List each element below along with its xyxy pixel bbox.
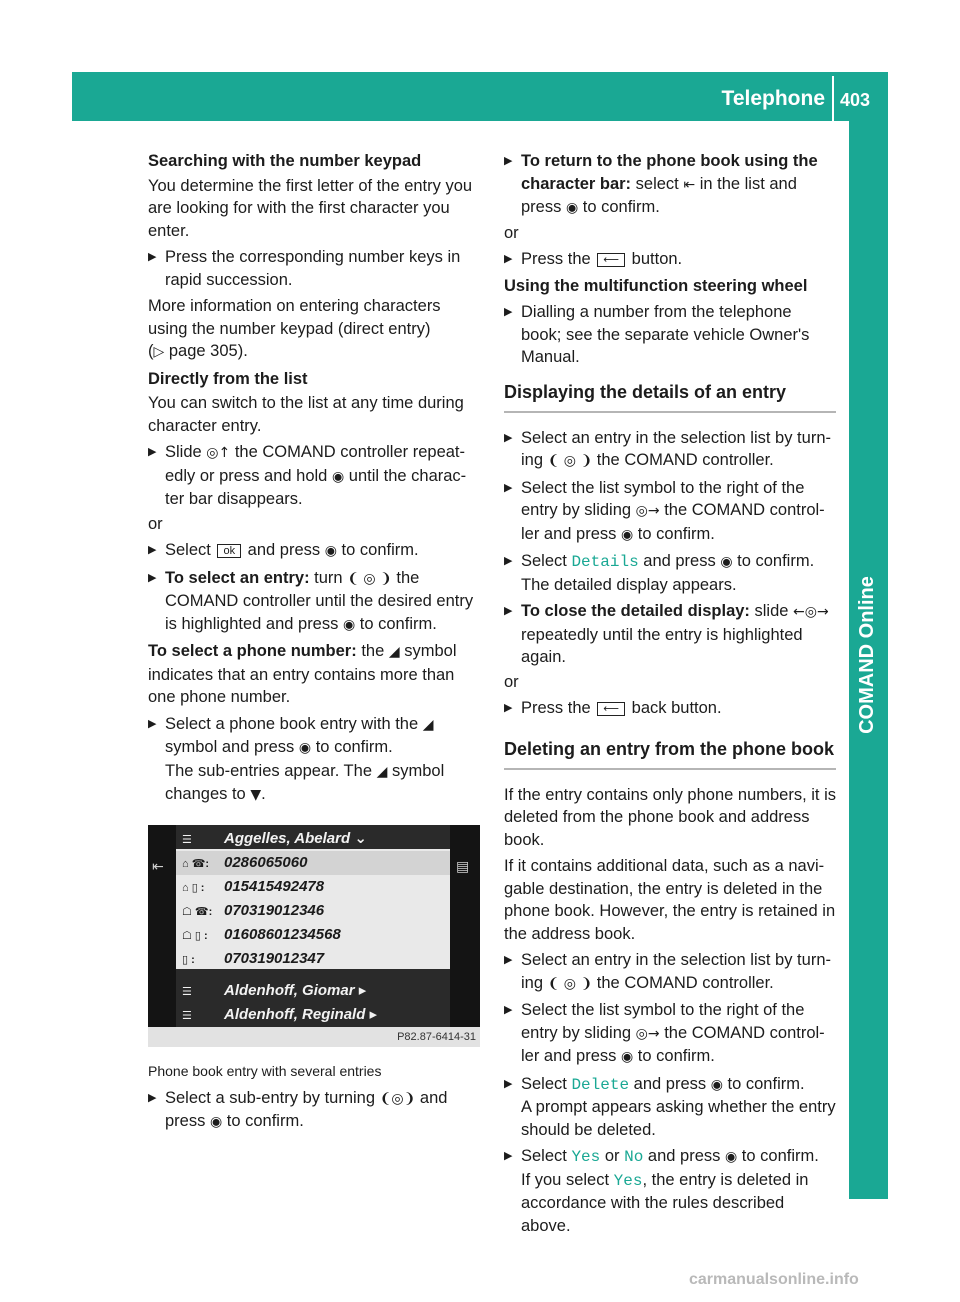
list-item[interactable] (176, 1003, 450, 1027)
back-button-icon: ⟵ (597, 702, 625, 716)
instruction-step: ▶ Press the ⟵ button. (504, 248, 836, 271)
step-arrow-icon: ▶ (148, 251, 157, 263)
instruction-step: ▶ Select the list symbol to the right of the entry by sliding ◎→ the COMAND control-ler and press ◉ to confirm. (504, 478, 825, 543)
step-arrow-icon: ▶ (504, 306, 513, 318)
instruction-step: ▶ Select the list symbol to the right of the entry by sliding ◎→ the COMAND control-ler and press ◉ to confirm. (504, 1001, 825, 1065)
step-arrow-icon: ▶ (148, 1091, 157, 1104)
list-item[interactable] (176, 851, 450, 875)
entry-type-icon: ☰ (182, 1009, 192, 1022)
section-title: Telephone (721, 87, 825, 110)
instruction-step: ▶ Select an entry in the selection list by turn-ing ❨ ◎ ❩ the COMAND controller. (504, 428, 831, 469)
controller-press-icon: ◉ (342, 616, 356, 633)
list-item-text: Aldenhoff, Giomar ▸ (224, 981, 367, 999)
step-arrow-icon: ▶ (504, 155, 513, 167)
details-menu-item: Details (571, 553, 639, 571)
yes-option: Yes (571, 1148, 601, 1166)
multiple-numbers-icon: ◢ (422, 716, 434, 733)
step-arrow-icon: ▶ (504, 702, 513, 714)
controller-press-icon: ◉ (724, 1149, 738, 1165)
back-button-icon: ⟵ (597, 253, 625, 267)
controller-press-icon: ◉ (720, 554, 733, 570)
list-item-text: 070319012347 (224, 949, 325, 967)
step-arrow-icon: ▶ (504, 1150, 513, 1162)
entry-type-icon: ⌂ ☎: (182, 857, 210, 870)
paragraph: More information on entering characters using the number keypad (direct entry) (▷ page 305). (148, 297, 441, 360)
phone-book-screenshot (148, 825, 480, 1047)
step-arrow-icon: ▶ (504, 954, 513, 966)
step-arrow-icon: ▶ (504, 431, 513, 444)
controller-press-icon: ◉ (298, 740, 312, 756)
heading-displaying-details: Displaying the details of an entry (504, 379, 836, 413)
yes-option: Yes (613, 1171, 643, 1190)
list-item-text: 015415492478 (224, 877, 325, 895)
list-item-text: Aldenhoff, Reginald ▸ (224, 1005, 378, 1023)
instruction-step: ▶ Press the ⟵ back button. (504, 697, 836, 720)
right-column (504, 150, 836, 1239)
instruction-step: ▶ Dialling a number from the telephone book; see the separate vehicle Owner's Manual. (504, 303, 810, 366)
instruction-step: ▶ Press the corresponding number keys in rapid succession. (148, 248, 461, 289)
figure-caption: Phone book entry with several entries (148, 1062, 382, 1079)
controller-slide-right-icon: ◎→ (635, 503, 660, 519)
paragraph: If the entry contains only phone numbers, it is deleted from the phone book and address book. (504, 785, 837, 849)
entry-type-icon: ☰ (182, 833, 192, 846)
entry-type-icon: ⌂ ▯ : (182, 881, 205, 894)
controller-press-icon: ◉ (209, 1114, 223, 1130)
entry-type-icon: ☖ ☎: (182, 905, 213, 918)
page-ref-icon: ▷ (153, 344, 165, 360)
controller-press-icon: ◉ (565, 200, 579, 216)
side-tab-marker (849, 889, 888, 928)
instruction-step: ▶ Select ok and press ◉ to confirm. (148, 539, 483, 563)
heading-deleting-entry: Deleting an entry from the phone book (504, 736, 836, 770)
header-separator (832, 76, 834, 121)
controller-press-icon: ◉ (620, 526, 634, 543)
step-arrow-icon: ▶ (504, 1077, 513, 1090)
list-item[interactable] (176, 875, 450, 899)
list-item-text: 0286065060 (224, 853, 308, 871)
list-item-text: 01608601234568 (224, 925, 341, 943)
paragraph: You can switch to the list at any time during character entry. (148, 394, 464, 435)
controller-slide-right-icon: ◎→ (635, 1025, 660, 1042)
controller-press-icon: ◉ (331, 468, 345, 485)
controller-slide-up-icon: ◎↑ (206, 445, 231, 461)
list-symbol-icon: ▤ (456, 857, 470, 874)
multiple-numbers-icon: ◢ (388, 644, 400, 660)
instruction-step: ▶ Select a phone book entry with the ◢ symbol and press ◉ to confirm. The sub-entries appear. The ◢ symbol changes to ▼. (148, 714, 445, 803)
step-arrow-icon: ▶ (148, 544, 157, 556)
back-icon: ⇤ (152, 857, 164, 874)
entry-type-icon: ☖ ▯ : (182, 929, 208, 942)
paragraph: If it contains additional data, such as a navi-gable destination, the entry is deleted in the phone book. However, the entry is retained in the address book. (504, 857, 836, 943)
step-arrow-icon: ▶ (148, 446, 157, 458)
list-item-text: 070319012346 (224, 901, 325, 919)
instruction-step: ▶ Slide ◎↑ the COMAND controller repeat-edly or press and hold ◉ until the charac-ter bar disappears. (148, 443, 467, 508)
heading-directly-from-list: Directly from the list (148, 369, 308, 388)
no-option: No (624, 1148, 644, 1166)
paragraph: To select a phone number: the ◢ symbol indicates that an entry contains more than one phone number. (148, 642, 457, 706)
controller-turn-icon: ❨ ◎ ❩ (547, 975, 593, 992)
step-arrow-icon: ▶ (504, 555, 513, 567)
controller-turn-icon: ❨ ◎ ❩ (347, 570, 392, 587)
step-arrow-icon: ▶ (148, 571, 157, 584)
instruction-step: ▶ Select Yes or No and press ◉ to confirm. If you select Yes, the entry is deleted in accordance with the rules described above. (504, 1147, 819, 1235)
instruction-step: ▶ To return to the phone book using the character bar: select ⇤ in the list and press ◉ to confirm. (504, 152, 818, 216)
controller-press-icon: ◉ (324, 543, 337, 559)
or-text: or (148, 514, 163, 533)
step-arrow-icon: ▶ (504, 1004, 513, 1016)
list-item[interactable] (176, 827, 450, 851)
controller-press-icon: ◉ (620, 1049, 634, 1065)
expanded-entries-icon: ▼ (250, 787, 262, 803)
list-item[interactable] (176, 923, 450, 947)
left-column (148, 150, 483, 1136)
instruction-step: ▶ To close the detailed display: slide ←◎→ repeatedly until the entry is highlighted again. (504, 602, 829, 666)
ok-key-icon: ok (217, 544, 241, 558)
side-tab-label: COMAND Online (855, 576, 878, 734)
list-item[interactable] (176, 947, 450, 971)
paragraph: You determine the first letter of the entry you are looking for with the first character you enter. (148, 176, 473, 240)
delete-menu-item: Delete (571, 1075, 630, 1094)
heading-steering-wheel: Using the multifunction steering wheel (504, 276, 808, 295)
figure-code: P82.87-6414-31 (397, 1030, 476, 1043)
or-text: or (504, 223, 519, 242)
controller-turn-icon: ❨◎❩ (379, 1090, 416, 1107)
controller-press-icon: ◉ (710, 1076, 723, 1093)
list-item[interactable] (176, 979, 450, 1003)
multiple-numbers-icon: ◢ (376, 763, 388, 780)
watermark-url: carmanualsonline.info (689, 1271, 859, 1288)
side-tab-label-wrap (852, 576, 882, 734)
or-text: or (504, 672, 519, 691)
controller-turn-icon: ❨ ◎ ❩ (547, 453, 593, 469)
instruction-step: ▶ Select Delete and press ◉ to confirm. A prompt appears asking whether the entry should be deleted. (504, 1074, 836, 1139)
figure-footer (148, 1027, 480, 1047)
entry-type-icon: ▯ : (182, 953, 195, 966)
instruction-step: ▶ Select an entry in the selection list by turn-ing ❨ ◎ ❩ the COMAND controller. (504, 951, 831, 992)
step-arrow-icon: ▶ (148, 717, 157, 730)
entry-type-icon: ☰ (182, 985, 192, 998)
step-arrow-icon: ▶ (504, 253, 513, 265)
list-item[interactable] (176, 899, 450, 923)
return-icon: ⇤ (683, 176, 696, 193)
list-item-text: Aggelles, Abelard ⌄ (224, 829, 367, 847)
heading-number-keypad: Searching with the number keypad (148, 152, 422, 170)
step-arrow-icon: ▶ (504, 481, 513, 494)
instruction-step: ▶ Select Details and press ◉ to confirm. The detailed display appears. (504, 552, 815, 594)
controller-slide-left-right-icon: ←◎→ (793, 604, 829, 620)
instruction-step: ▶ To select an entry: turn ❨ ◎ ❩ the COMAND controller until the desired entry is highlighted and press ◉ to confirm. (148, 568, 474, 633)
instruction-step: ▶ Select a sub-entry by turning ❨◎❩ and press ◉ to confirm. (148, 1088, 448, 1130)
step-arrow-icon: ▶ (504, 605, 513, 617)
page-number: 403 (840, 90, 871, 110)
